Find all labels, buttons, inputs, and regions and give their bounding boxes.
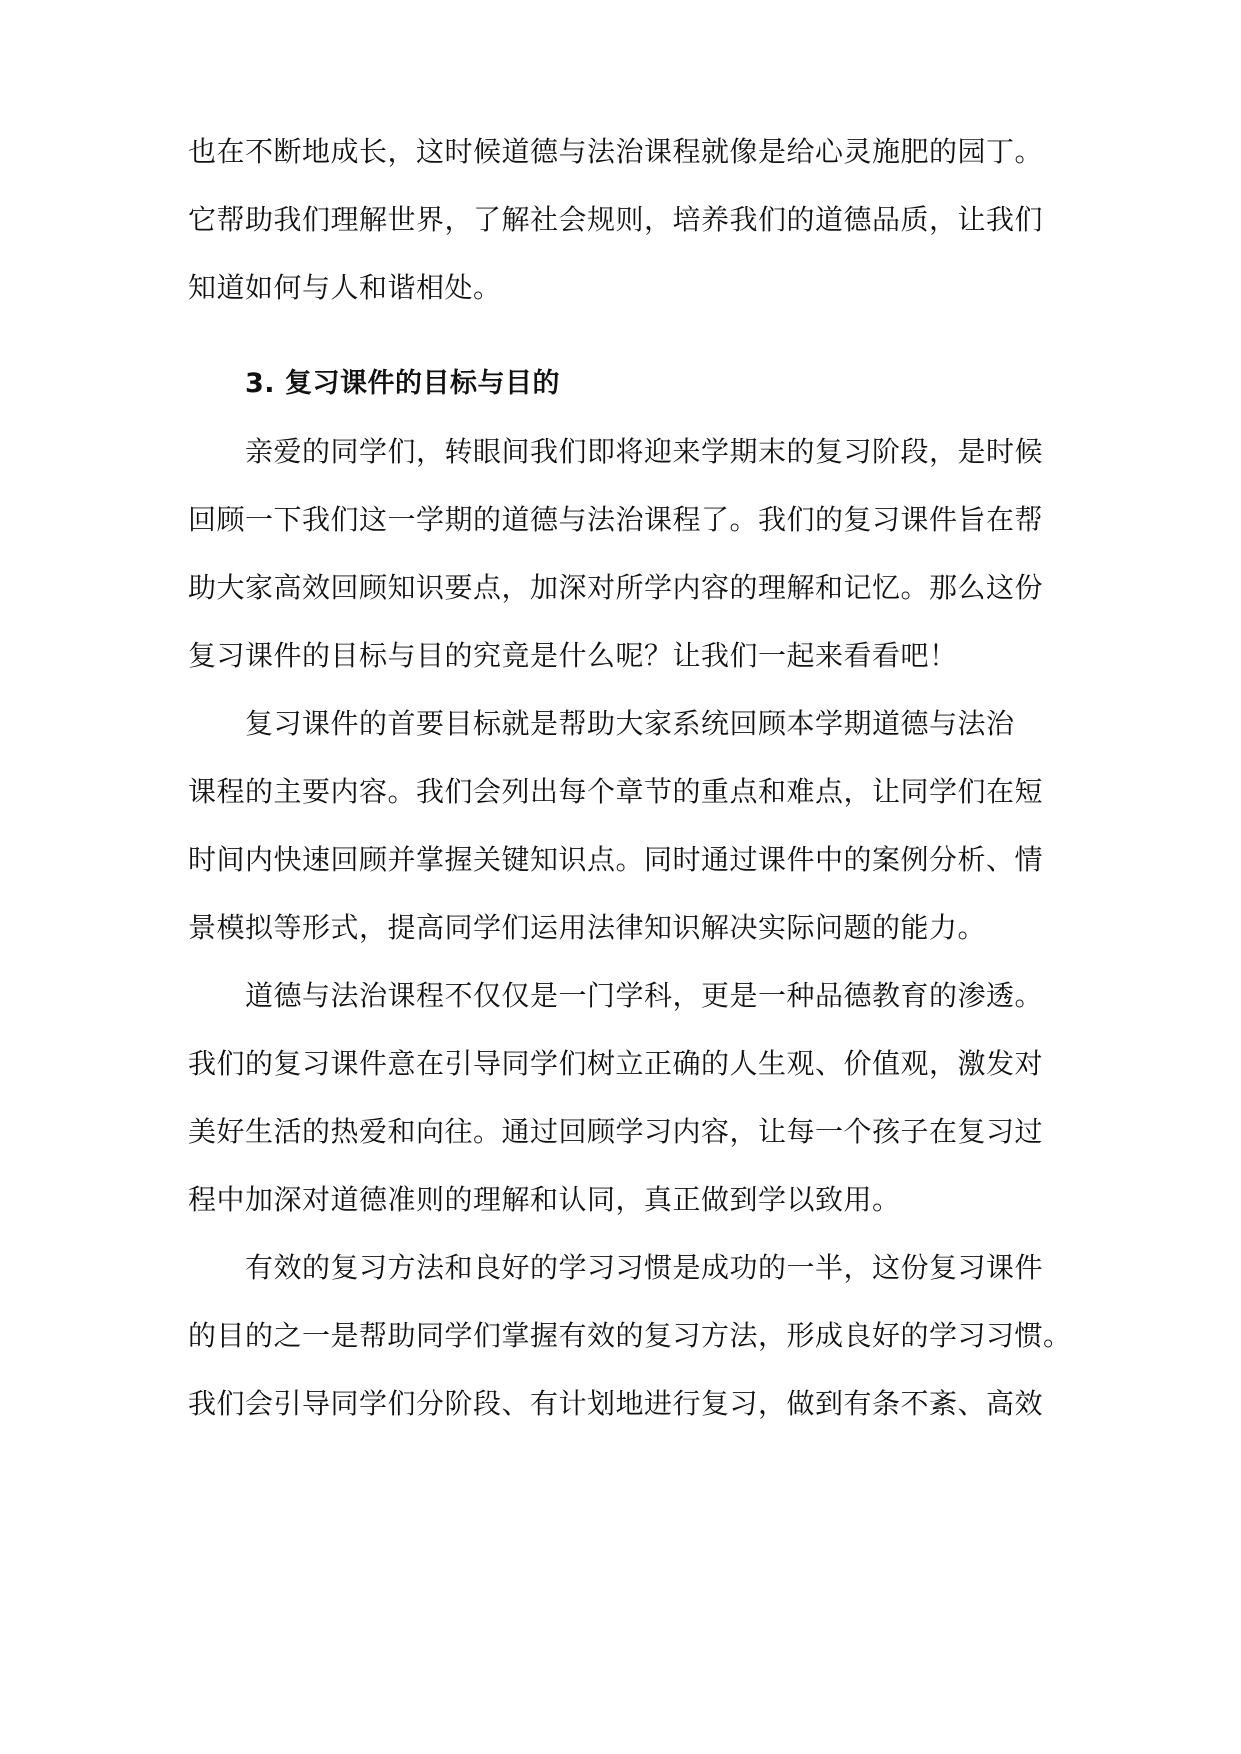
text-line: 的目的之一是帮助同学们掌握有效的复习方法，形成良好的学习习惯。 — [188, 1319, 1072, 1352]
section-heading: 3. 复习课件的目标与目的 — [245, 368, 560, 399]
text-line: 知道如何与人和谐相处。 — [188, 271, 502, 304]
text-line: 我们会引导同学们分阶段、有计划地进行复习，做到有条不紊、高效 — [188, 1387, 1044, 1420]
text-line: 复习课件的目标与目的究竟是什么呢？让我们一起来看看吧！ — [188, 639, 958, 672]
text-line: 景模拟等形式，提高同学们运用法律知识解决实际问题的能力。 — [188, 911, 987, 944]
text-line: 复习课件的首要目标就是帮助大家系统回顾本学期道德与法治 — [245, 707, 1015, 740]
text-line: 有效的复习方法和良好的学习习惯是成功的一半，这份复习课件 — [245, 1251, 1044, 1284]
text-line: 它帮助我们理解世界，了解社会规则，培养我们的道德品质，让我们 — [188, 203, 1044, 236]
text-line: 回顾一下我们这一学期的道德与法治课程了。我们的复习课件旨在帮 — [188, 503, 1044, 536]
text-line: 我们的复习课件意在引导同学们树立正确的人生观、价值观，激发对 — [188, 1047, 1044, 1080]
text-line: 时间内快速回顾并掌握关键知识点。同时通过课件中的案例分析、情 — [188, 843, 1044, 876]
text-line: 程中加深对道德准则的理解和认同，真正做到学以致用。 — [188, 1183, 901, 1216]
text-line: 道德与法治课程不仅仅是一门学科，更是一种品德教育的渗透。 — [245, 979, 1044, 1012]
text-line: 美好生活的热爱和向往。通过回顾学习内容，让每一个孩子在复习过 — [188, 1115, 1044, 1148]
text-line: 也在不断地成长，这时候道德与法治课程就像是给心灵施肥的园丁。 — [188, 135, 1044, 168]
text-line: 亲爱的同学们，转眼间我们即将迎来学期末的复习阶段，是时候 — [245, 435, 1044, 468]
text-line: 课程的主要内容。我们会列出每个章节的重点和难点，让同学们在短 — [188, 775, 1044, 808]
text-line: 助大家高效回顾知识要点，加深对所学内容的理解和记忆。那么这份 — [188, 571, 1044, 604]
